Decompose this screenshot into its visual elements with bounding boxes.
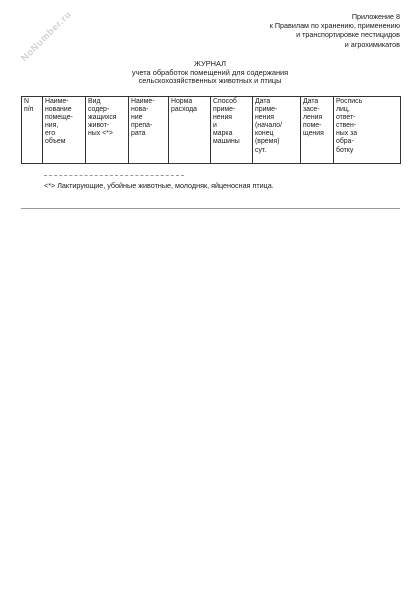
appendix-line: к Правилам по хранению, применению [269, 21, 400, 31]
footnote: <*> Лактирующие, убойные животные, молодняк, яйценосная птица. [44, 181, 274, 190]
column-header-signature: Роспись лиц, ответ- ствен- ных за обра- ботку [334, 97, 401, 164]
journal-subtitle-line: учета обработок помещений для содержания [131, 67, 289, 77]
column-header-number: N п/п [22, 97, 43, 164]
appendix-line: Приложение 8 [351, 12, 400, 21]
column-header-method: Способ приме- нения и марка машины [211, 97, 253, 164]
appendix-line: и агрохимикатов [344, 39, 400, 49]
watermark-logo: NoNumber.ru [19, 9, 75, 65]
appendix-reference [270, 12, 400, 49]
journal-table [21, 96, 401, 164]
column-header-animals: Вид содер- жащихся живот- ных <*> [86, 97, 129, 164]
column-header-room: Наиме- нование помеще- ния, его объем [43, 97, 86, 164]
journal-heading: ЖУРНАЛ [194, 59, 226, 68]
column-header-preparation: Наиме- нова- ние препа- рата [129, 97, 169, 164]
footnote-separator [44, 175, 184, 176]
journal-title [0, 60, 420, 86]
appendix-line: и транспортировке пестицидов [296, 30, 400, 40]
column-header-date-settled: Дата засе- ления поме- щения [301, 97, 334, 164]
table-header-row [22, 97, 401, 164]
column-header-rate: Норма расхода [169, 97, 211, 164]
column-header-date-applied: Дата приме- нения (начало/ конец (время) сут. [253, 97, 301, 164]
page-divider [21, 208, 400, 209]
journal-subtitle-line: сельскохозяйственных животных и птицы [138, 76, 282, 86]
